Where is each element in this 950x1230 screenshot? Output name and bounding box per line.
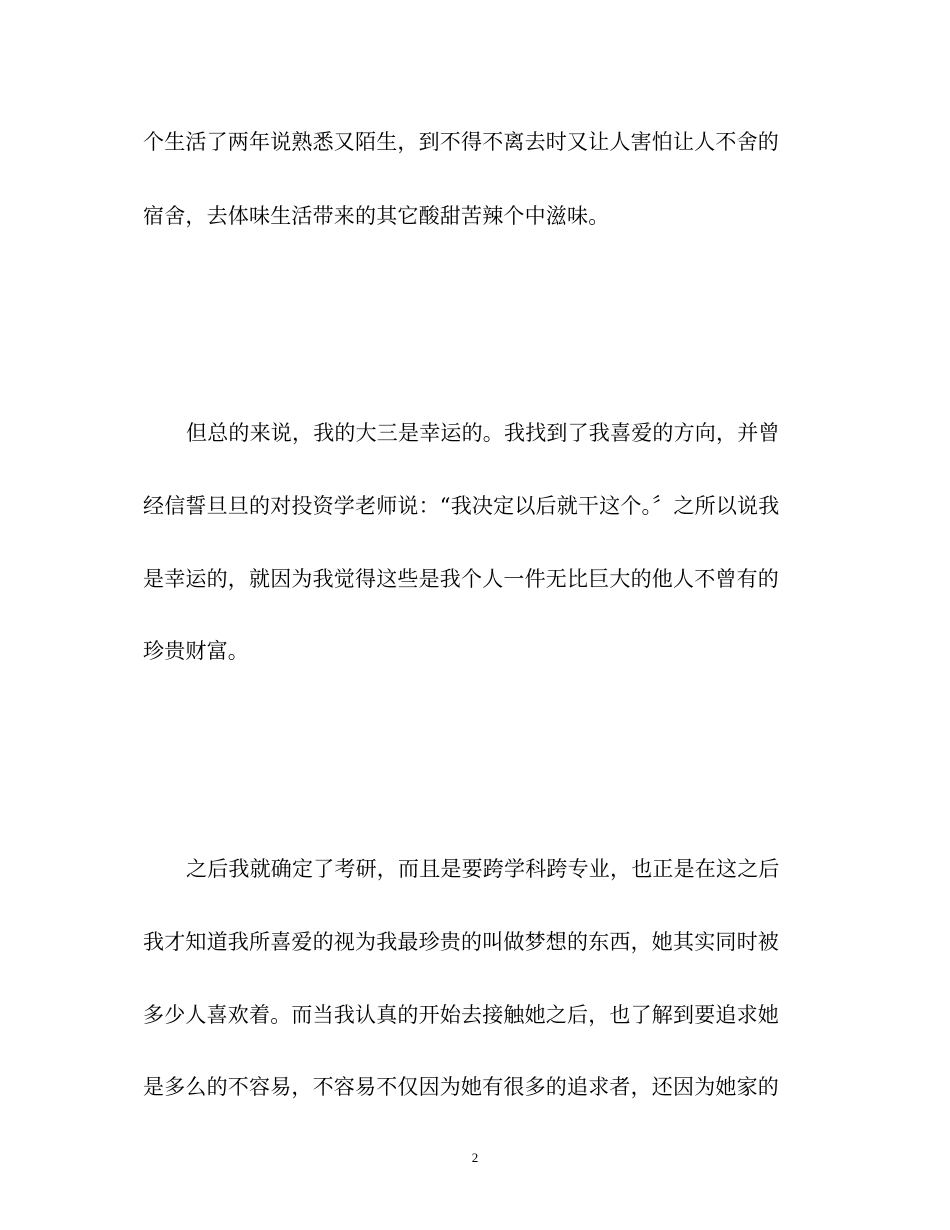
text-line: 之后我就确定了考研，而且是要跨学科跨专业，也正是在这之后 [186, 857, 780, 881]
text-line: 多少人喜欢着。而当我认真的开始去接触她之后，也了解到要追求她 [143, 1003, 779, 1027]
page-number: 2 [471, 1150, 479, 1165]
text-line: 是多么的不容易，不容易不仅因为她有很多的追求者，还因为她家的 [143, 1075, 779, 1099]
text-line: 经信誓旦旦的对投资学老师说：“我决定以后就干这个。〞之所以说我 [143, 494, 780, 518]
text-line: 宿舍，去体味生活带来的其它酸甜苦辣个中滋味。 [143, 204, 610, 228]
text-line: 是幸运的，就因为我觉得这些是我个人一件无比巨大的他人不曾有的 [143, 567, 779, 591]
text-line: 但总的来说，我的大三是幸运的。我找到了我喜爱的方向，并曾 [186, 421, 780, 445]
text-line: 个生活了两年说熟悉又陌生，到不得不离去时又让人害怕让人不舍的 [143, 130, 779, 154]
text-line: 珍贵财富。 [143, 639, 249, 663]
text-line: 我才知道我所喜爱的视为我最珍贵的叫做梦想的东西，她其实同时被 [143, 930, 779, 954]
